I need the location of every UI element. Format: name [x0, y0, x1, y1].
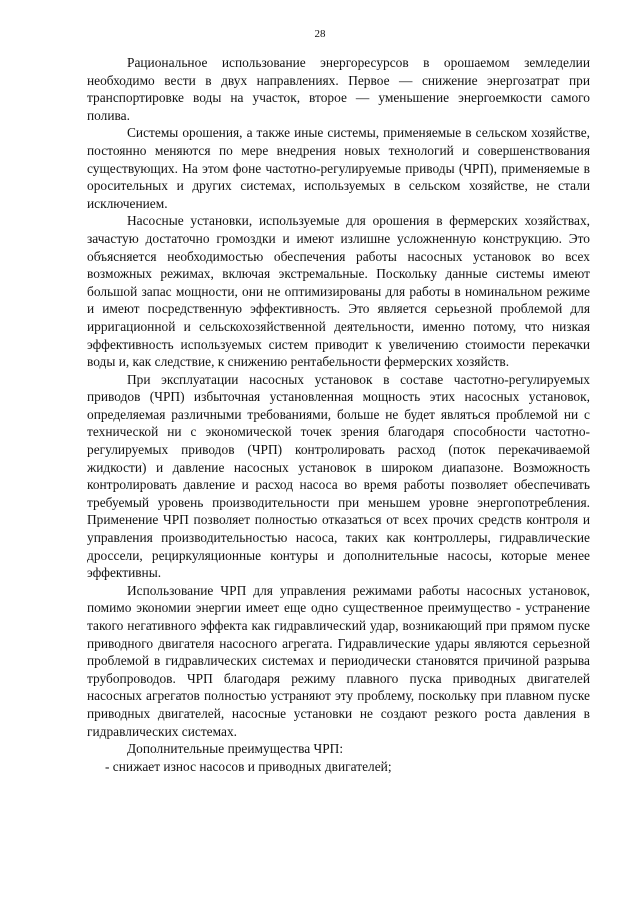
paragraph: Насосные установки, используемые для орошения в фермерских хозяйствах, зачастую достаточно громоздки и имеют излишне усложненную конструкцию. Это объясняется необходимостью обеспечения работы насосных установок во всех возможных режимах, включая экстремальные. Поскольку данные системы имеют большой запас мощности, они не оптимизированы для работы в номинальном режиме и имеют посредственную эффективность. Это является серьезной проблемой для ирригационной и сельскохозяйственной деятельности, именно потому, что низкая эффективность используемых систем приводит к увеличению стоимости перекачки воды и, как следствие, к снижению рентабельности фермерских хозяйств.	[87, 213, 590, 370]
paragraph: При эксплуатации насосных установок в составе частотно-регулируемых приводов (ЧРП) избыточная установленная мощность этих насосных установок, определяемая различными требованиями, больше не будет являться проблемой ни с технической ни с экономической точек зрения благодаря способности частотно-регулируемых приводов (ЧРП) контролировать расход (поток перекачиваемой жидкости) и давление насосных установок в широком диапазоне. Возможность контролировать давление и расход насоса во время работы позволяет обеспечивать требуемый уровень производительности при меньшем уровне энергопотребления. Применение ЧРП позволяет полностью отказаться от всех прочих средств контроля и управления производительностью насоса, таких как контроллеры, гидравлические дроссели, рециркуляционные контуры и дополнительные насосы, которые менее эффективны.	[87, 371, 590, 581]
page-number: 28	[314, 28, 326, 40]
list-heading: Дополнительные преимущества ЧРП:	[127, 741, 344, 757]
list-item: - снижает износ насосов и приводных двигателей;	[105, 758, 392, 774]
paragraph: Системы орошения, а также иные системы, применяемые в сельском хозяйстве, постоянно меняются по мере внедрения новых технологий и совершенствования существующих. На этом фоне частотно-регулируемые приводы (ЧРП), применяемые в оросительных и других системах, используемых в сельском хозяйстве, не стали исключением.	[87, 125, 590, 211]
paragraph: Использование ЧРП для управления режимами работы насосных установок, помимо экономии энергии имеет еще одно существенное преимущество - устранение такого негативного эффекта как гидравлический удар, возникающий при прямом пуске приводного двигателя насосного агрегата. Гидравлические удары являются серьезной проблемой в гидравлических системах и периодически становятся причиной разрыва трубопроводов. ЧРП благодаря режиму плавного пуска приводных двигателей насосных агрегатов полностью устраняют эту проблему, поскольку при плавном пуске приводных двигателей, насосные установки не создают резкого роста давления в гидравлических системах.	[87, 582, 590, 739]
document-body	[87, 54, 590, 775]
paragraph: Рациональное использование энергоресурсов в орошаемом земледелии необходимо вести в двух направлениях. Первое — снижение энергозатрат при транспортировке воды на участок, второе — уменьшение энергоемкости самого полива.	[87, 55, 590, 123]
